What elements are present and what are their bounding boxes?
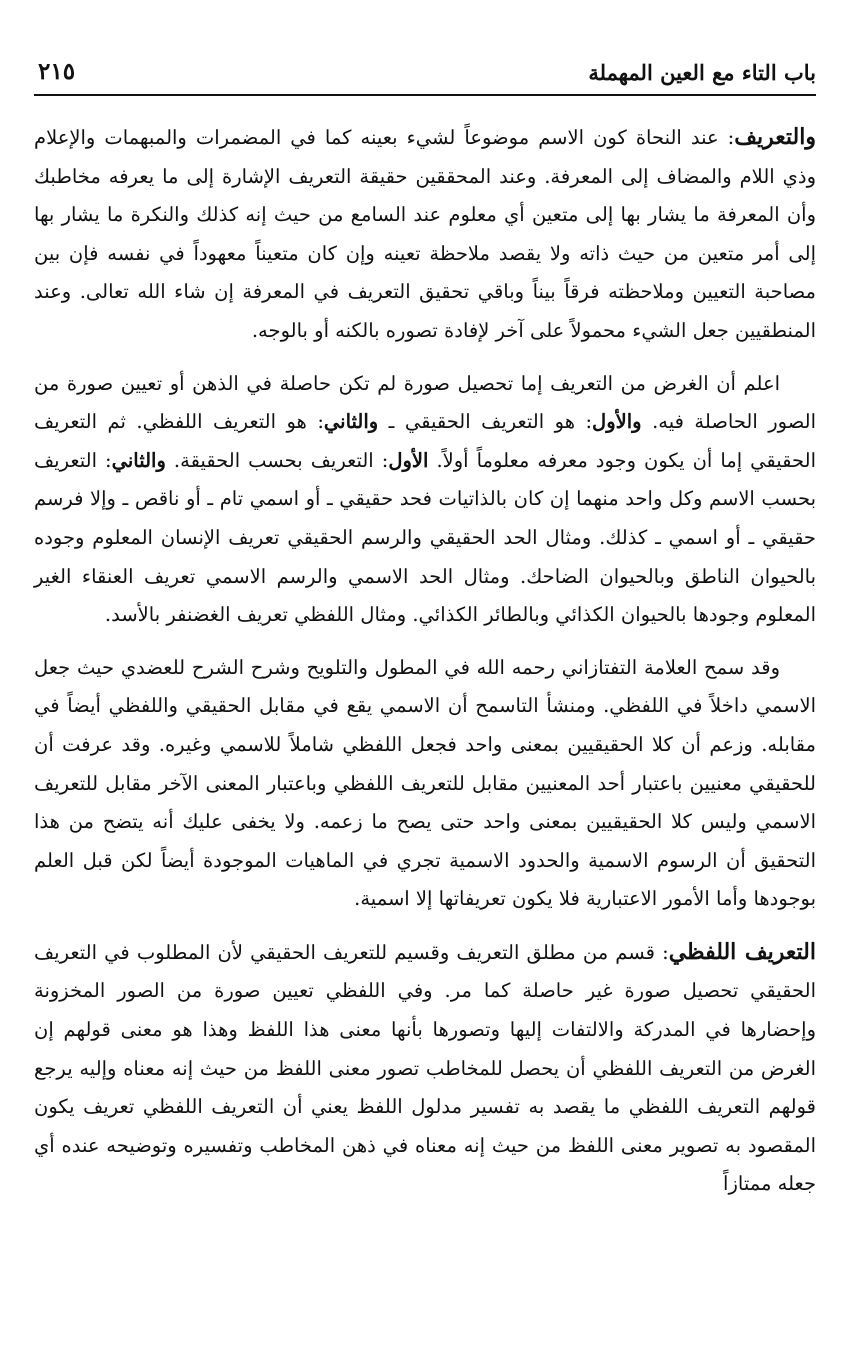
keyword: والأول: [592, 410, 642, 434]
paragraph-definition: [34, 118, 816, 351]
running-title: باب التاء مع العين المهملة: [588, 60, 816, 85]
keyword: والثاني: [323, 410, 379, 434]
paragraph-verbal-definition: [34, 933, 816, 1204]
paragraph-text: : التعريف بحسب الاسم وكل واحد منهما إن كان بالذاتيات فحد حقيقي ـ أو اسمي تام ـ أو ناقص ـ وإلا فرسم حقيقي ـ أو اسمي ـ كذلك. ومثال الحد الحقيقي والرسم الحقيقي تعريف الإنسان المعلوم وجوده بالحيوان الناطق وبالحيوان الضاحك. ومثال الحد الاسمي والرسم الاسمي تعريف العنقاء الغير المعلوم وجودها بالحيوان الكذائي وبالطائر الكذائي. ومثال اللفظي تعريف الغضنفر بالأسد.: [34, 448, 816, 627]
paragraph-text: اعلم أن الغرض من التعريف إما تحصيل صورة لم تكن حاصلة في الذهن أو تعيين صورة من الصور الحاصلة فيه.: [34, 371, 816, 434]
page-header: [34, 56, 816, 96]
entry-term: والتعريف: [734, 124, 816, 150]
keyword: والثاني: [111, 448, 166, 472]
book-page: [34, 56, 816, 1356]
page-number: ٢١٥: [38, 58, 76, 85]
paragraph-text: : قسم من مطلق التعريف وقسيم للتعريف الحقيقي لأن المطلوب في التعريف الحقيقي تحصيل صورة غير حاصلة كما مر. وفي اللفظي تعيين صورة من الصور المخزونة وإحضارها في المدركة والالتفات إليها وتصورها بأنها معنى هذا اللفظ وهذا هو معنى قولهم إن الغرض من التعريف اللفظي أن يحصل للمخاطب تصور معنى اللفظ من حيث إنه معناه وإليه يرجع قولهم التعريف اللفظي ما يقصد به تفسير مدلول اللفظ يعني أن التعريف اللفظي تعريف يكون المقصود به تصوير معنى اللفظ من حيث إنه معناه في ذهن المخاطب وتفسيره وتوضيحه عنده أي جعله ممتازاً: [34, 940, 816, 1196]
keyword: الأول: [388, 448, 429, 472]
paragraph-text: : هو التعريف الحقيقي ـ: [378, 410, 593, 434]
paragraph-text: : التعريف بحسب الحقيقة.: [165, 448, 389, 472]
paragraph-text: وقد سمح العلامة التفتازاني رحمه الله في المطول والتلويح وشرح الشرح للعضدي حيث جعل الاسمي داخلاً في اللفظي. ومنشأ التاسمح أن الاسمي يقع في مقابل الحقيقي واللفظي أيضاً في مقابله. وزعم أن كلا الحقيقيين بمعنى واحد فجعل اللفظي شاملاً للاسمي وغيره. وقد عرفت أن للحقيقي معنيين باعتبار أحد المعنيين مقابل للتعريف اللفظي وباعتبار المعنى الآخر مقابل للتعريف الاسمي وليس كلا الحقيقيين بمعنى واحد حتى يصح ما زعمه. ولا يخفى عليك أنه يتضح من هذا التحقيق أن الرسوم الاسمية والحدود الاسمية تجري في الماهيات الموجودة أيضاً لكن قبل العلم بوجودها وأما الأمور الاعتبارية فلا يكون تعريفاتها إلا اسمية.: [34, 655, 816, 911]
entry-term: التعريف اللفظي: [668, 938, 817, 965]
paragraph-kinds: [34, 365, 816, 635]
paragraph-taftazani: [34, 649, 816, 919]
page-body: [34, 96, 816, 1204]
paragraph-text: : عند النحاة كون الاسم موضوعاً لشيء بعينه كما في المضمرات والمبهمات والإعلام وذي اللام والمضاف إلى المعرفة. وعند المحققين حقيقة التعريف الإشارة إلى ما يعرفه مخاطبك وأن المعرفة ما يشار بها إلى متعين أي معلوم عند السامع من حيث إنه كذلك والنكرة ما يشار بها إلى أمر متعين من حيث ذاته ولا يقصد ملاحظة تعينه وإن كان متعيناً معهوداً في نفسه فإن بين مصاحبة التعيين وملاحظته فرقاً بيناً وباقي تحقيق التعريف في المعرفة إن شاء الله تعالى. وعند المنطقيين جعل الشيء محمولاً على آخر لإفادة تصوره بالكنه أو بالوجه.: [34, 126, 816, 342]
paragraph-text: : هو التعريف اللفظي. ثم التعريف الحقيقي إما أن يكون وجود معرفه معلوماً أولاً.: [34, 410, 816, 472]
